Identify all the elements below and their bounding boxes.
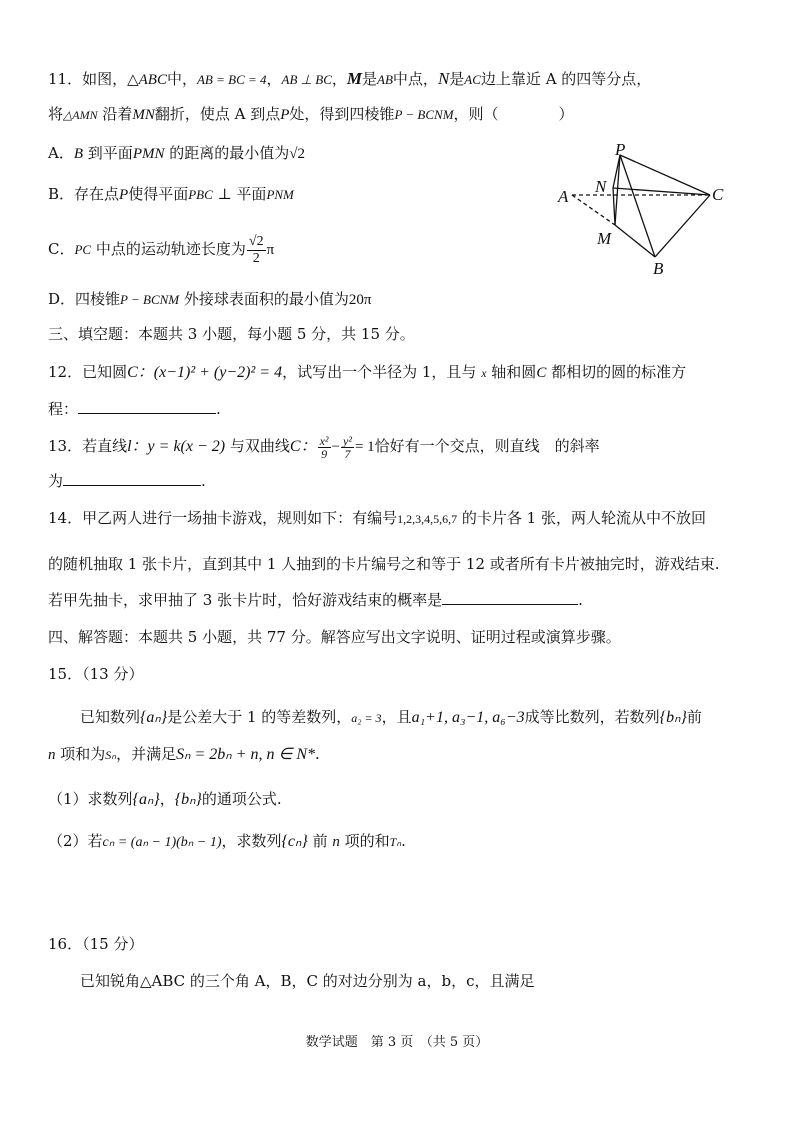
q14-line1: 14．甲乙两人进行一场抽卡游戏，规则如下：有编号1,2,3,4,5,6,7 的卡片各 1 张，两人轮流从中不放回: [48, 509, 706, 527]
q15-part2: （2）若cₙ = (aₙ − 1)(bₙ − 1)，求数列{cₙ} 前 n 项的和Tₙ.: [48, 832, 406, 850]
q15-part1: （1）求数列{aₙ}，{bₙ}的通项公式.: [48, 790, 282, 808]
q11-option-a: A．B 到平面PMN 的距离的最小值为√2: [48, 144, 306, 162]
section4-heading: 四、解答题：本题共 5 小题，共 77 分。解答应写出文字说明、证明过程或演算步骤。: [48, 628, 621, 646]
label-b: B: [653, 259, 664, 278]
label-a: A: [558, 187, 569, 206]
page-footer: 数学试题 第 3 页 （共 5 页）: [305, 1035, 489, 1050]
q11-line2: 将△AMN 沿着MN翻折，使点 A 到点P处，得到四棱锥P − BCNM，则（ ）: [48, 105, 574, 123]
edge-n-m: [613, 188, 615, 225]
pyramid-figure: [555, 140, 735, 280]
q11-option-d: D．四棱锥P − BCNM 外接球表面积的最小值为20π: [48, 290, 372, 308]
q15-heading: 15．（13 分）: [48, 665, 144, 683]
label-c: C: [712, 185, 724, 204]
q16-line1: 已知锐角△ABC 的三个角 A，B，C 的对边分别为 a，b，c，且满足: [80, 972, 535, 990]
q11-line1: 11．如图，△ABC中，AB = BC = 4，AB ⊥ BC，M是AB中点，N是AC边上靠近 A 的四等分点，: [48, 69, 652, 88]
fraction-sqrt2-over-2: $\frac{√2}{2}$: [248, 233, 264, 266]
q11-option-c: C．PC 中点的运动轨迹长度为 $\frac{√2}{2}$ π: [48, 233, 275, 266]
q11-option-b: B．存在点P使得平面PBC ⊥ 平面PNM: [48, 185, 294, 203]
answer-blank[interactable]: [63, 471, 201, 486]
q13-line1: 13．若直线l：y = k(x − 2) 与双曲线C： $\frac{\text{x²}}{9}$ − $\frac{\text{y²}}{7}$ = 1恰好有一个交点，则直线 的斜率: [48, 433, 600, 461]
section3-heading: 三、填空题：本题共 3 小题，每小题 5 分，共 15 分。: [48, 325, 415, 343]
q15-line1: 已知数列{aₙ}是公差大于 1 的等差数列，a₂ = 3，且a₁+1, a₃−1, a₆−3成等比数列，若数列{bₙ}前: [80, 708, 702, 726]
edge-p-b: [620, 155, 655, 257]
edge-b-c: [655, 195, 710, 257]
q12-line1: 12．已知圆C：(x−1)² + (y−2)² = 4，试写出一个半径为 1，且与 x 轴和圆C 都相切的圆的标准方: [48, 363, 687, 381]
q13-line2: 为 .: [48, 472, 206, 490]
q16-heading: 16．（15 分）: [48, 935, 144, 953]
label-n: N: [595, 177, 607, 196]
q12-line2: 程： .: [48, 400, 221, 418]
q15-line2: n 项和为Sₙ，并满足Sₙ = 2bₙ + n, n ∈ N*.: [48, 745, 320, 763]
q14-line2: 的随机抽取 1 张卡片，直到其中 1 人抽到的卡片编号之和等于 12 或者所有卡片被抽完时，游戏结束.: [48, 555, 720, 573]
answer-blank[interactable]: [78, 399, 216, 414]
answer-blank[interactable]: [442, 590, 578, 605]
q14-line3: 若甲先抽卡，求甲抽了 3 张卡片时，恰好游戏结束的概率是 .: [48, 591, 583, 609]
label-p: P: [615, 140, 626, 159]
label-m: M: [597, 229, 612, 248]
edge-a-m: [572, 195, 615, 225]
